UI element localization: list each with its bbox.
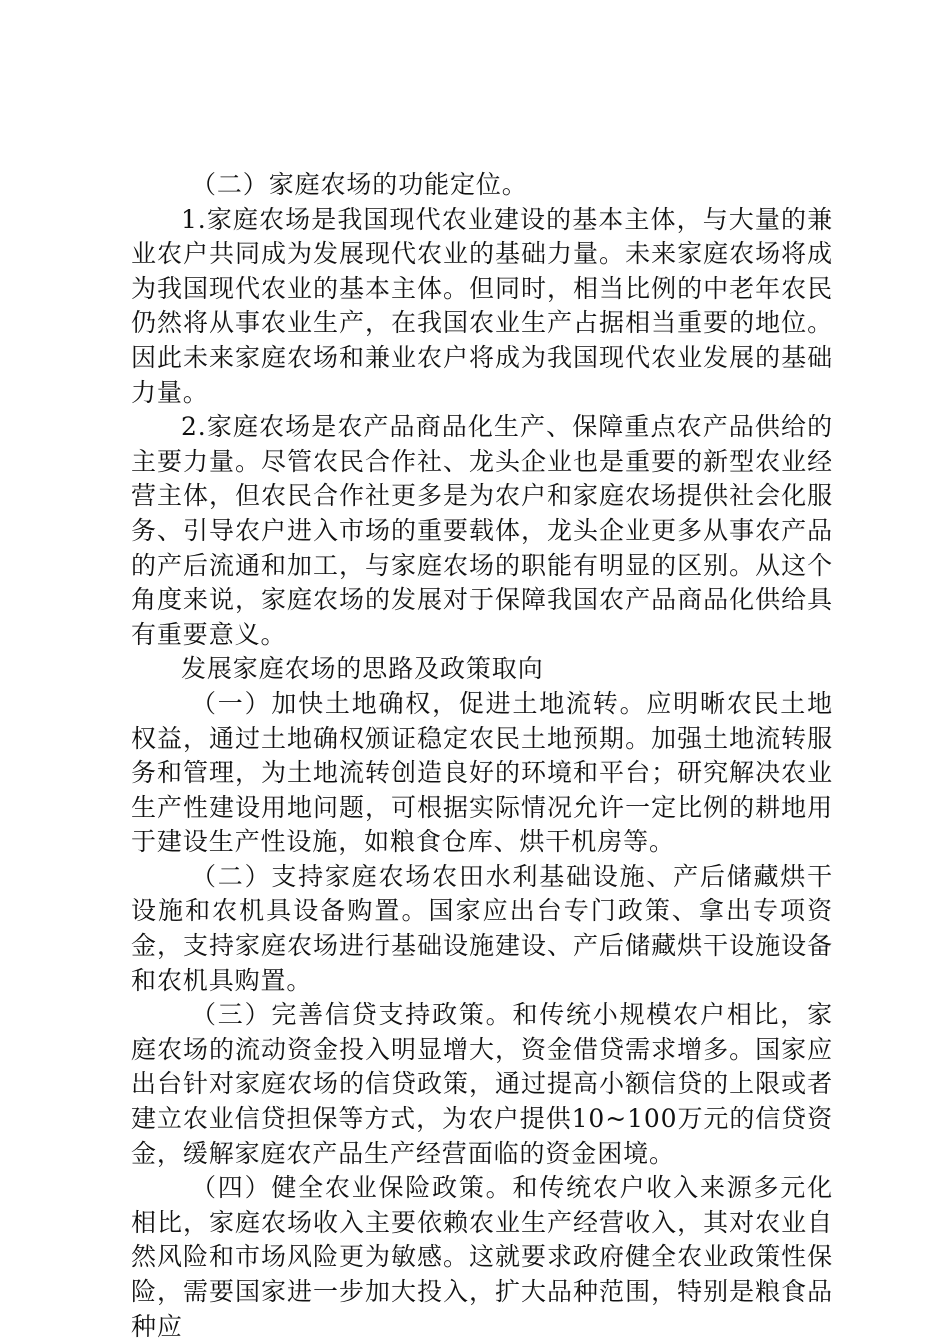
section-heading-function: （二）家庭农场的功能定位。: [191, 170, 528, 199]
paragraph-policy-3: （三）完善信贷支持政策。和传统小规模农户相比，家庭农场的流动资金投入明显增大，资金借贷需求增多。国家应出台针对家庭农场的信贷政策，通过提高小额信贷的上限或者建立农业信贷担保等方式，为农户提供10~100万元的信贷资金，缓解家庭农产品生产经营面临的资金困境。: [131, 1000, 833, 1168]
paragraph-policy-2: （二）支持家庭农场农田水利基础设施、产后储藏烘干设施和农机具设备购置。国家应出台专门政策、拿出专项资金，支持家庭农场进行基础设施建设、产后储藏烘干设施设备和农机具购置。: [131, 861, 833, 995]
paragraph-policy-4: （四）健全农业保险政策。和传统农户收入来源多元化相比，家庭农场收入主要依赖农业生产经营收入，其对农业自然风险和市场风险更为敏感。这就要求政府健全农业政策性保险，需要国家进一步加大投入，扩大品种范围，特别是粮食品种应: [131, 1173, 833, 1341]
section-heading-policy: 发展家庭农场的思路及政策取向: [181, 654, 544, 684]
paragraph-policy-1: （一）加快土地确权，促进土地流转。应明晰农民土地权益，通过土地确权颁证稳定农民土地预期。加强土地流转服务和管理，为土地流转创造良好的环境和平台；研究解决农业生产性建设用地问题，可根据实际情况允许一定比例的耕地用于建设生产性设施，如粮食仓库、烘干机房等。: [131, 688, 833, 857]
document-body: [131, 168, 833, 1344]
paragraph-point-2: 2.家庭农场是农产品商品化生产、保障重点农产品供给的主要力量。尽管农民合作社、龙头企业也是重要的新型农业经营主体，但农民合作社更多是为农户和家庭农场提供社会化服务、引导农户进入市场的重要载体，龙头企业更多从事农产品的产后流通和加工，与家庭农场的职能有明显的区别。从这个角度来说，家庭农场的发展对于保障我国农产品商品化供给具有重要意义。: [131, 412, 833, 649]
paragraph-point-1: 1.家庭农场是我国现代农业建设的基本主体，与大量的兼业农户共同成为发展现代农业的基础力量。未来家庭农场将成为我国现代农业的基本主体。但同时，相当比例的中老年农民仍然将从事农业生产，在我国农业生产占据相当重要的地位。因此未来家庭农场和兼业农户将成为我国现代农业发展的基础力量。: [131, 204, 833, 407]
